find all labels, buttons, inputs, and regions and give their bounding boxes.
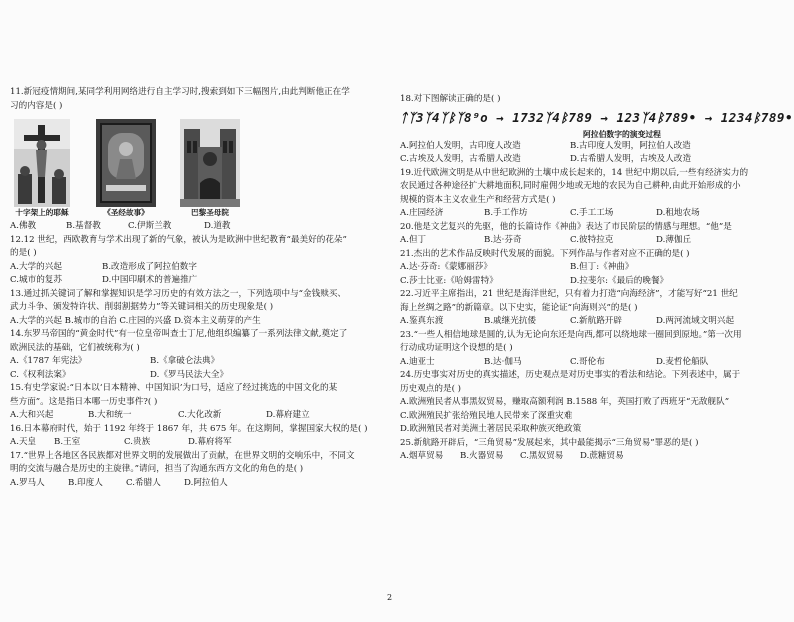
q17-option-d: D.阿拉伯人 (184, 477, 228, 488)
q21-option-c: C.莎士比亚:《哈姆雷特》 (400, 275, 498, 286)
q21-option-b: B.但丁:《神曲》 (570, 262, 634, 272)
q15-stem-line2: 些方面”。这是指日本哪一历史事件?( ) (10, 396, 158, 407)
q15-option-c: C.大化改新 (178, 410, 222, 420)
image-bible-book (94, 119, 158, 218)
q18-option-c: C.古埃及人发明，古希腊人改造 (400, 154, 521, 164)
q22-option-b: B.戚继光抗倭 (484, 316, 537, 326)
q11-images (10, 119, 388, 218)
q13-stem-line1: 13.通过抓关键词了解和掌握知识是学习历史的有效方法之一，下列选项中与“金钱赎买、 (10, 288, 347, 299)
q14-option-c: C.《权利法案》 (10, 369, 71, 380)
q22-stem-line2: 海上丝绸之路”的新篇章。以下史实，能论证“向海则兴”的是( ) (400, 302, 638, 313)
q24-option-d: D.欧洲殖民者对美洲土著居民采取种族灭绝政策 (400, 424, 582, 434)
q24-stem-line1: 24.历史事实对历史的真实描述，历史观点是对历史事实的看法和结论。下列表述中，属于 (400, 370, 741, 380)
image-caption-2: 《圣经故事》 (103, 208, 149, 217)
q21-option-d: D.拉斐尔:《最后的晚餐》 (570, 275, 669, 286)
q14-options-row2 (10, 369, 388, 383)
q13-options: A.大学的兴起 B.城市的自治 C.庄园的兴盛 D.资本主义萌芽的产生 (10, 315, 261, 326)
q16-option-a: A.天皇 (10, 437, 37, 447)
q25-option-c: C.黑奴贸易 (520, 451, 564, 461)
q21-options-row2 (400, 275, 784, 289)
q20-option-b: B.达·芬奇 (484, 235, 522, 245)
q11-option-d: D.道教 (204, 221, 231, 231)
q12-options-row2 (10, 274, 388, 288)
q17-option-a: A.罗马人 (10, 477, 45, 488)
q19-stem-line1: 19.近代欧洲文明是从中世纪欧洲的土壤中成长起来的，14 世纪中期以后,一些有经济实力的 (400, 167, 749, 178)
q17-option-c: C.希腊人 (126, 477, 161, 488)
q14-option-a: A.《1787 年宪法》 (10, 356, 87, 366)
q25-option-b: B.火器贸易 (460, 451, 504, 461)
q23-stem-line1: 23.“一些人相信地球是圆的,认为无论向东还是向西,都可以绕地球一圈回到原地。”第一次用 (400, 329, 742, 340)
q16-options (10, 436, 388, 450)
q18-figure-caption: 阿拉伯数字的演变过程 (583, 129, 661, 139)
q20-option-c: C.彼特拉克 (570, 235, 614, 245)
q13-stem-line2: 武力斗争、颁发特许状、削弱割据势力”等关键词相关的历史现象是( ) (10, 302, 274, 312)
q20-option-a: A.但丁 (400, 235, 427, 245)
q18-options-row1 (400, 140, 784, 154)
q21-options-row1 (400, 261, 784, 275)
q22-stem-line1: 22.习近平主席指出，21 世纪是海洋世纪，只有着力打造“向海经济”，才能写好“21 世纪 (400, 289, 738, 299)
q16-option-c: C.贵族 (124, 437, 151, 447)
bible-book-picture (96, 119, 156, 207)
image-caption-1: 十字架上的耶稣 (15, 208, 69, 217)
q21-stem: 21.杰出的艺术作品反映时代发展的面貌。下列作品与作者对应不正确的是( ) (400, 248, 690, 259)
crucifix-picture (14, 119, 70, 207)
q19-option-a: A.庄园经济 (400, 208, 444, 218)
q17-stem-line1: 17.“世界上各地区各民族都对世界文明的发展做出了贡献，在世界文明的交响乐中，不同文 (10, 450, 355, 461)
q24-option-c: C.欧洲殖民扩张给殖民地人民带来了深重灾难 (400, 410, 573, 421)
q14-option-b: B.《拿破仑法典》 (150, 356, 220, 366)
image-crucifix (10, 119, 74, 218)
q20-options (400, 234, 784, 248)
q25-option-d: D.蔗糖贸易 (580, 451, 624, 461)
q12-option-c: C.城市的复苏 (10, 275, 62, 285)
left-column (10, 86, 388, 490)
q23-options (400, 356, 784, 370)
q25-option-a: A.烟草贸易 (400, 451, 444, 461)
q23-option-c: C.哥伦布 (570, 356, 605, 367)
image-notre-dame (178, 119, 242, 218)
q11-option-a: A.佛教 (10, 221, 37, 231)
q12-option-a: A.大学的兴起 (10, 261, 62, 272)
q15-options (10, 409, 388, 423)
q11-option-c: C.伊斯兰教 (128, 221, 172, 231)
q12-option-d: D.中国印刷术的普遍推广 (102, 275, 198, 285)
q25-options (400, 450, 784, 464)
q23-stem-line2: 行动成功证明这个设想的是( ) (400, 343, 513, 353)
q12-options-row1 (10, 261, 388, 275)
q14-option-d: D.《罗马民法大全》 (150, 369, 229, 380)
q18-stem: 18.对下图解读正确的是( ) (400, 94, 501, 104)
q19-options (400, 207, 784, 221)
q11-stem-line1: 11.新冠疫情期间,某同学利用网络进行自主学习时,搜索到如下三幅图片,由此判断他正在学 (10, 87, 350, 97)
q16-stem-line1: 16.日本幕府时代，始于 1192 年终于 1867 年，共 675 年。在这期间，掌握国家大权的是( ) (10, 423, 368, 434)
q18-option-b: B.古印度人发明，阿拉伯人改造 (570, 140, 691, 151)
q16-option-b: B.王室 (54, 437, 81, 447)
q19-stem-line3: 规模的资本主义农业生产和经营方式是( ) (400, 194, 556, 205)
q15-option-b: B.大和统一 (88, 410, 132, 420)
q12-option-b: B.改造形成了阿拉伯数字 (102, 261, 197, 272)
right-column (400, 93, 793, 464)
q11-stem-line2: 习的内容是( ) (10, 100, 63, 111)
q12-stem-line1: 12.12 世纪，西欧教育与学术出现了新的气象，被认为是欧洲中世纪教育“最美好的花朵” (10, 234, 347, 245)
q18-option-a: A.阿拉伯人发明，古印度人改造 (400, 140, 521, 151)
q19-option-c: C.手工工场 (570, 208, 614, 218)
image-caption-3: 巴黎圣母院 (191, 208, 229, 217)
notre-dame-picture (180, 119, 240, 207)
q22-option-a: A.鉴真东渡 (400, 316, 444, 326)
q23-option-d: D.麦哲伦船队 (656, 356, 709, 367)
q18-option-d: D.古希腊人发明，古埃及人改造 (570, 154, 692, 164)
q15-option-d: D.幕府建立 (266, 410, 310, 420)
q22-option-c: C.新航路开辟 (570, 316, 622, 326)
q14-options-row1 (10, 355, 388, 369)
q19-option-d: D.租地农场 (656, 208, 700, 218)
q11-options (10, 220, 388, 234)
q17-option-b: B.印度人 (68, 477, 103, 488)
q25-stem: 25.新航路开辟后，“三角贸易”发展起来，其中最能揭示“三角贸易”罪恶的是( ) (400, 437, 699, 448)
q23-option-a: A.迪亚士 (400, 356, 435, 367)
q20-option-d: D.薄伽丘 (656, 235, 692, 245)
q22-option-d: D.两河流域文明兴起 (656, 316, 735, 326)
q17-stem-line2: 明的交流与融合是历史的主旋律。”请问，担当了沟通东西方文化的角色的是( ) (10, 464, 304, 474)
q18-options-row2 (400, 153, 784, 167)
q20-stem: 20.他是文艺复兴的先驱，他的长篇诗作《神曲》表达了市民阶层的情感与理想。“他”是 (400, 221, 732, 232)
q19-option-b: B.手工作坊 (484, 208, 528, 218)
q15-option-a: A.大和兴起 (10, 410, 54, 420)
q12-stem-line2: 的是( ) (10, 248, 37, 258)
q14-stem-line1: 14.东罗马帝国的“黄金时代”有一位皇帝叫查士丁尼,他组织编纂了一系列法律文献,奠定了 (10, 329, 348, 339)
q11-option-b: B.基督教 (66, 221, 101, 231)
q16-option-d: D.幕府将军 (188, 437, 232, 447)
q15-stem-line1: 15.有史学家说:“日本以‘日本精神、中国知识’为口号，适应了经过挑选的中国文化的某 (10, 383, 338, 393)
q14-stem-line2: 欧洲民法的基础，它们被统称为( ) (10, 342, 140, 353)
q24-stem-line2: 历史观点的是( ) (400, 383, 461, 394)
q19-stem-line2: 农民通过各种途径扩大耕地面积,同时雇佣少地或无地的农民为自己耕种,由此开始形成的小 (400, 181, 741, 191)
q21-option-a: A.达·芬奇:《蒙娜丽莎》 (400, 262, 492, 272)
page-number: 2 (387, 593, 393, 602)
q22-options (400, 315, 784, 329)
q23-option-b: B.达·伽马 (484, 356, 522, 367)
q18-numeral-evolution: ᛏᛉ3ᛉ4ᛉᛒᛉ8⁹o → 1732ᛉ4ᛒ789 → 123ᛉ4ᛒ789• → 1234ᛒ789• (400, 109, 793, 125)
q24-options-ab: A.欧洲殖民者从事黑奴贸易，赚取高额利润 B.1588 年，英国打败了西班牙“无敌舰队” (400, 397, 730, 407)
q17-options (10, 477, 388, 491)
